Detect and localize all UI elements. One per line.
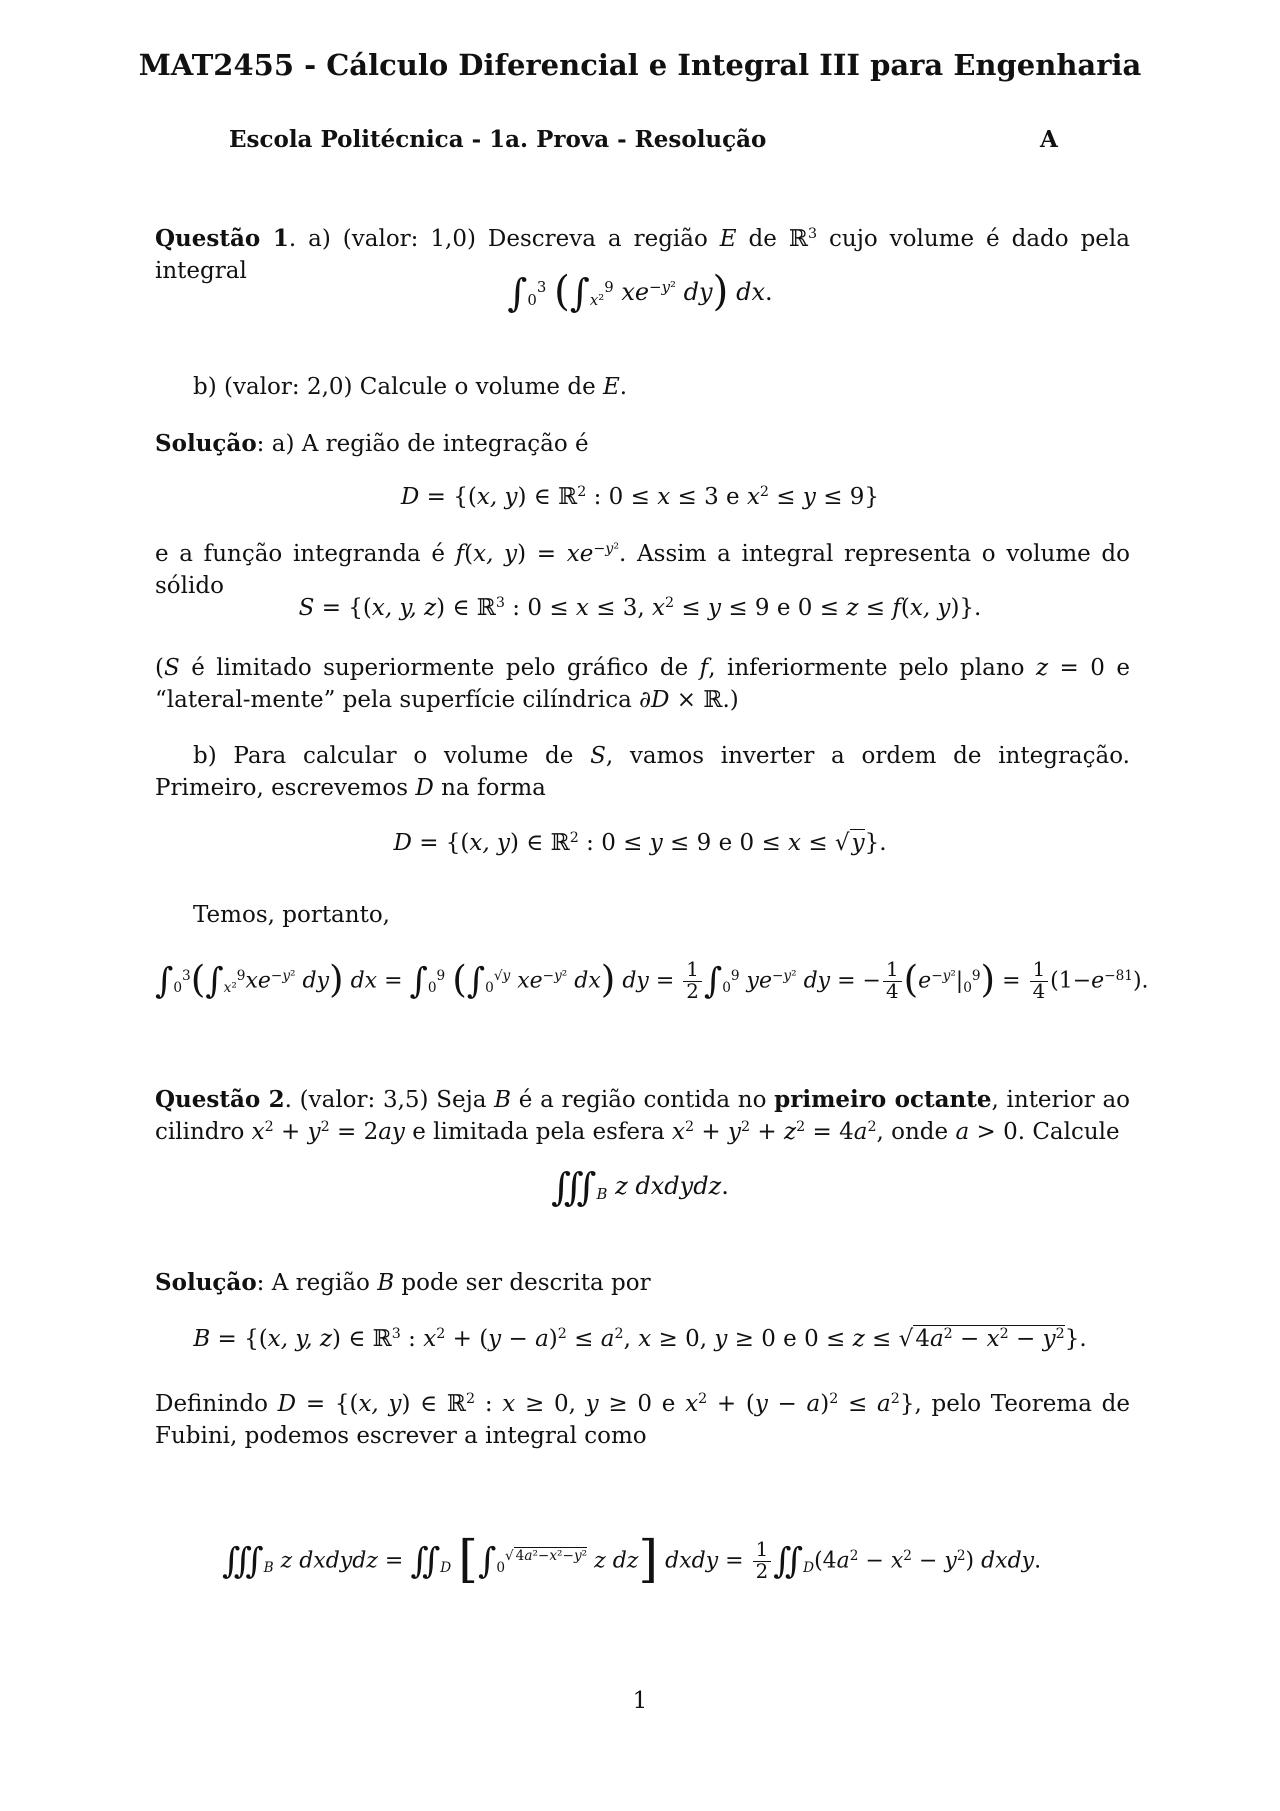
q1-region-d: D = {(x, y) ∈ ℝ$^2$ : 0 ≤ x ≤ 3 e $x^2 \le y \le 9$} bbox=[400, 484, 880, 510]
q1-heading: Questão 1 bbox=[155, 225, 289, 252]
q1-remark: (S é limitado superiormente pelo gráfico de f, inferiormente pelo plano z = 0 e “lateral-mente” pela superfície cilíndrica ∂D × ℝ.) bbox=[155, 655, 1131, 713]
q2-integral: $∭_B$ z dxdydz. bbox=[551, 1164, 729, 1210]
page-title: MAT2455 - Cálculo Diferencial e Integral III para Engenharia bbox=[138, 48, 1142, 82]
q1-computation: $\int_0^3(\int_{x^2}^9xe^{-y^2}$ dy) dx = $\int_0^9$ ($\int_0^{√y}$ $xe^{-y^2}$ dx) dy = $\frac{1}{2}$ $\int_0^9$ $ye^{-y^2}$ dy = − $\frac{1}{4}$ $(e^{-y^2}|_0^9)$ = $\frac{1}{4}$ $(1-e^{-81})$. bbox=[155, 956, 1149, 1003]
q1-statement-b: b) (valor: 2,0) Calcule o volume de E. bbox=[193, 374, 628, 400]
page-subtitle: Escola Politécnica - 1a. Prova - Resolução bbox=[229, 126, 767, 153]
exam-version: A bbox=[1040, 126, 1058, 153]
q2-solution-heading: Solução bbox=[155, 1269, 257, 1296]
page-number: 1 bbox=[632, 1688, 648, 1714]
q2-fubini-text: Definindo D = {(x, y) ∈ ℝ$^2$ : x ≥ 0, y ≥ 0 e $x^2 + (y - a)^2 \le a^2$}, pelo Teorema de Fubini, podemos escrever a integral como bbox=[155, 1391, 1130, 1449]
q1-integrand-text: e a função integranda é f(x, $y) = xe^{-y^2}$. Assim a integral representa o volume do sólido bbox=[155, 541, 1131, 599]
q2-solution-intro: Solução: A região B pode ser descrita por bbox=[155, 1269, 651, 1296]
q1-solid-s: S = {(x, y, z) ∈ ℝ$^3$ : 0 ≤ x ≤ 3, $x^2 \le y \le 9$ e 0 ≤ z ≤ f(x, y)}. bbox=[298, 595, 982, 621]
q1-solution-heading: Solução bbox=[155, 430, 257, 457]
q1-therefore: Temos, portanto, bbox=[193, 902, 390, 928]
q1-solution-b-intro: b) Para calcular o volume de S, vamos inverter a ordem de integração. Primeiro, escrevemos D na forma bbox=[155, 743, 1130, 801]
q2-statement: Questão 2. (valor: 3,5) Seja B é a região contida no primeiro octante, interior ao cilindro $x^2 + y^2 = 2ay$ e limitada pela esfera $x^2 + y^2 + z^2 = 4a^2$, onde a > 0. Calcule bbox=[155, 1086, 1131, 1145]
q1-solution-intro: Solução: a) A região de integração é bbox=[155, 430, 589, 457]
q2-region-b: B = {(x, y, z) ∈ ℝ$^3$ : $x^2 + (y - a)^2 \le a^2$, x ≥ 0, y ≥ 0 e $0 \le z \le √4a^2 - x^2 - y^2$}. bbox=[193, 1326, 1087, 1352]
q1-statement: Questão 1. a) (valor: 1,0) Descreva a região E de ℝ$^3$ cujo volume é dado pela integral bbox=[155, 225, 1130, 284]
q2-statement-bold: primeiro octante bbox=[774, 1086, 992, 1113]
q1-integral: $\int_0^3$ ($\int_{x^2}^9$ $xe^{-y^2}$ dy) dx. bbox=[507, 266, 773, 316]
q2-heading: Questão 2 bbox=[155, 1086, 285, 1113]
q1-region-d2: D = {(x, y) ∈ ℝ$^2$ : 0 ≤ y ≤ 9 e 0 ≤ x ≤ √y}. bbox=[393, 830, 887, 856]
q2-computation: $∭_B$ z dxdydz = $∬_D$ [$\int_0^{√ 4a^2-x^2-y^2}$ z dz] dxdy = $\frac{1}{2}$ $∬_D(4a^2 - x^2 - y^2)$ dxdy. bbox=[222, 1529, 1042, 1589]
